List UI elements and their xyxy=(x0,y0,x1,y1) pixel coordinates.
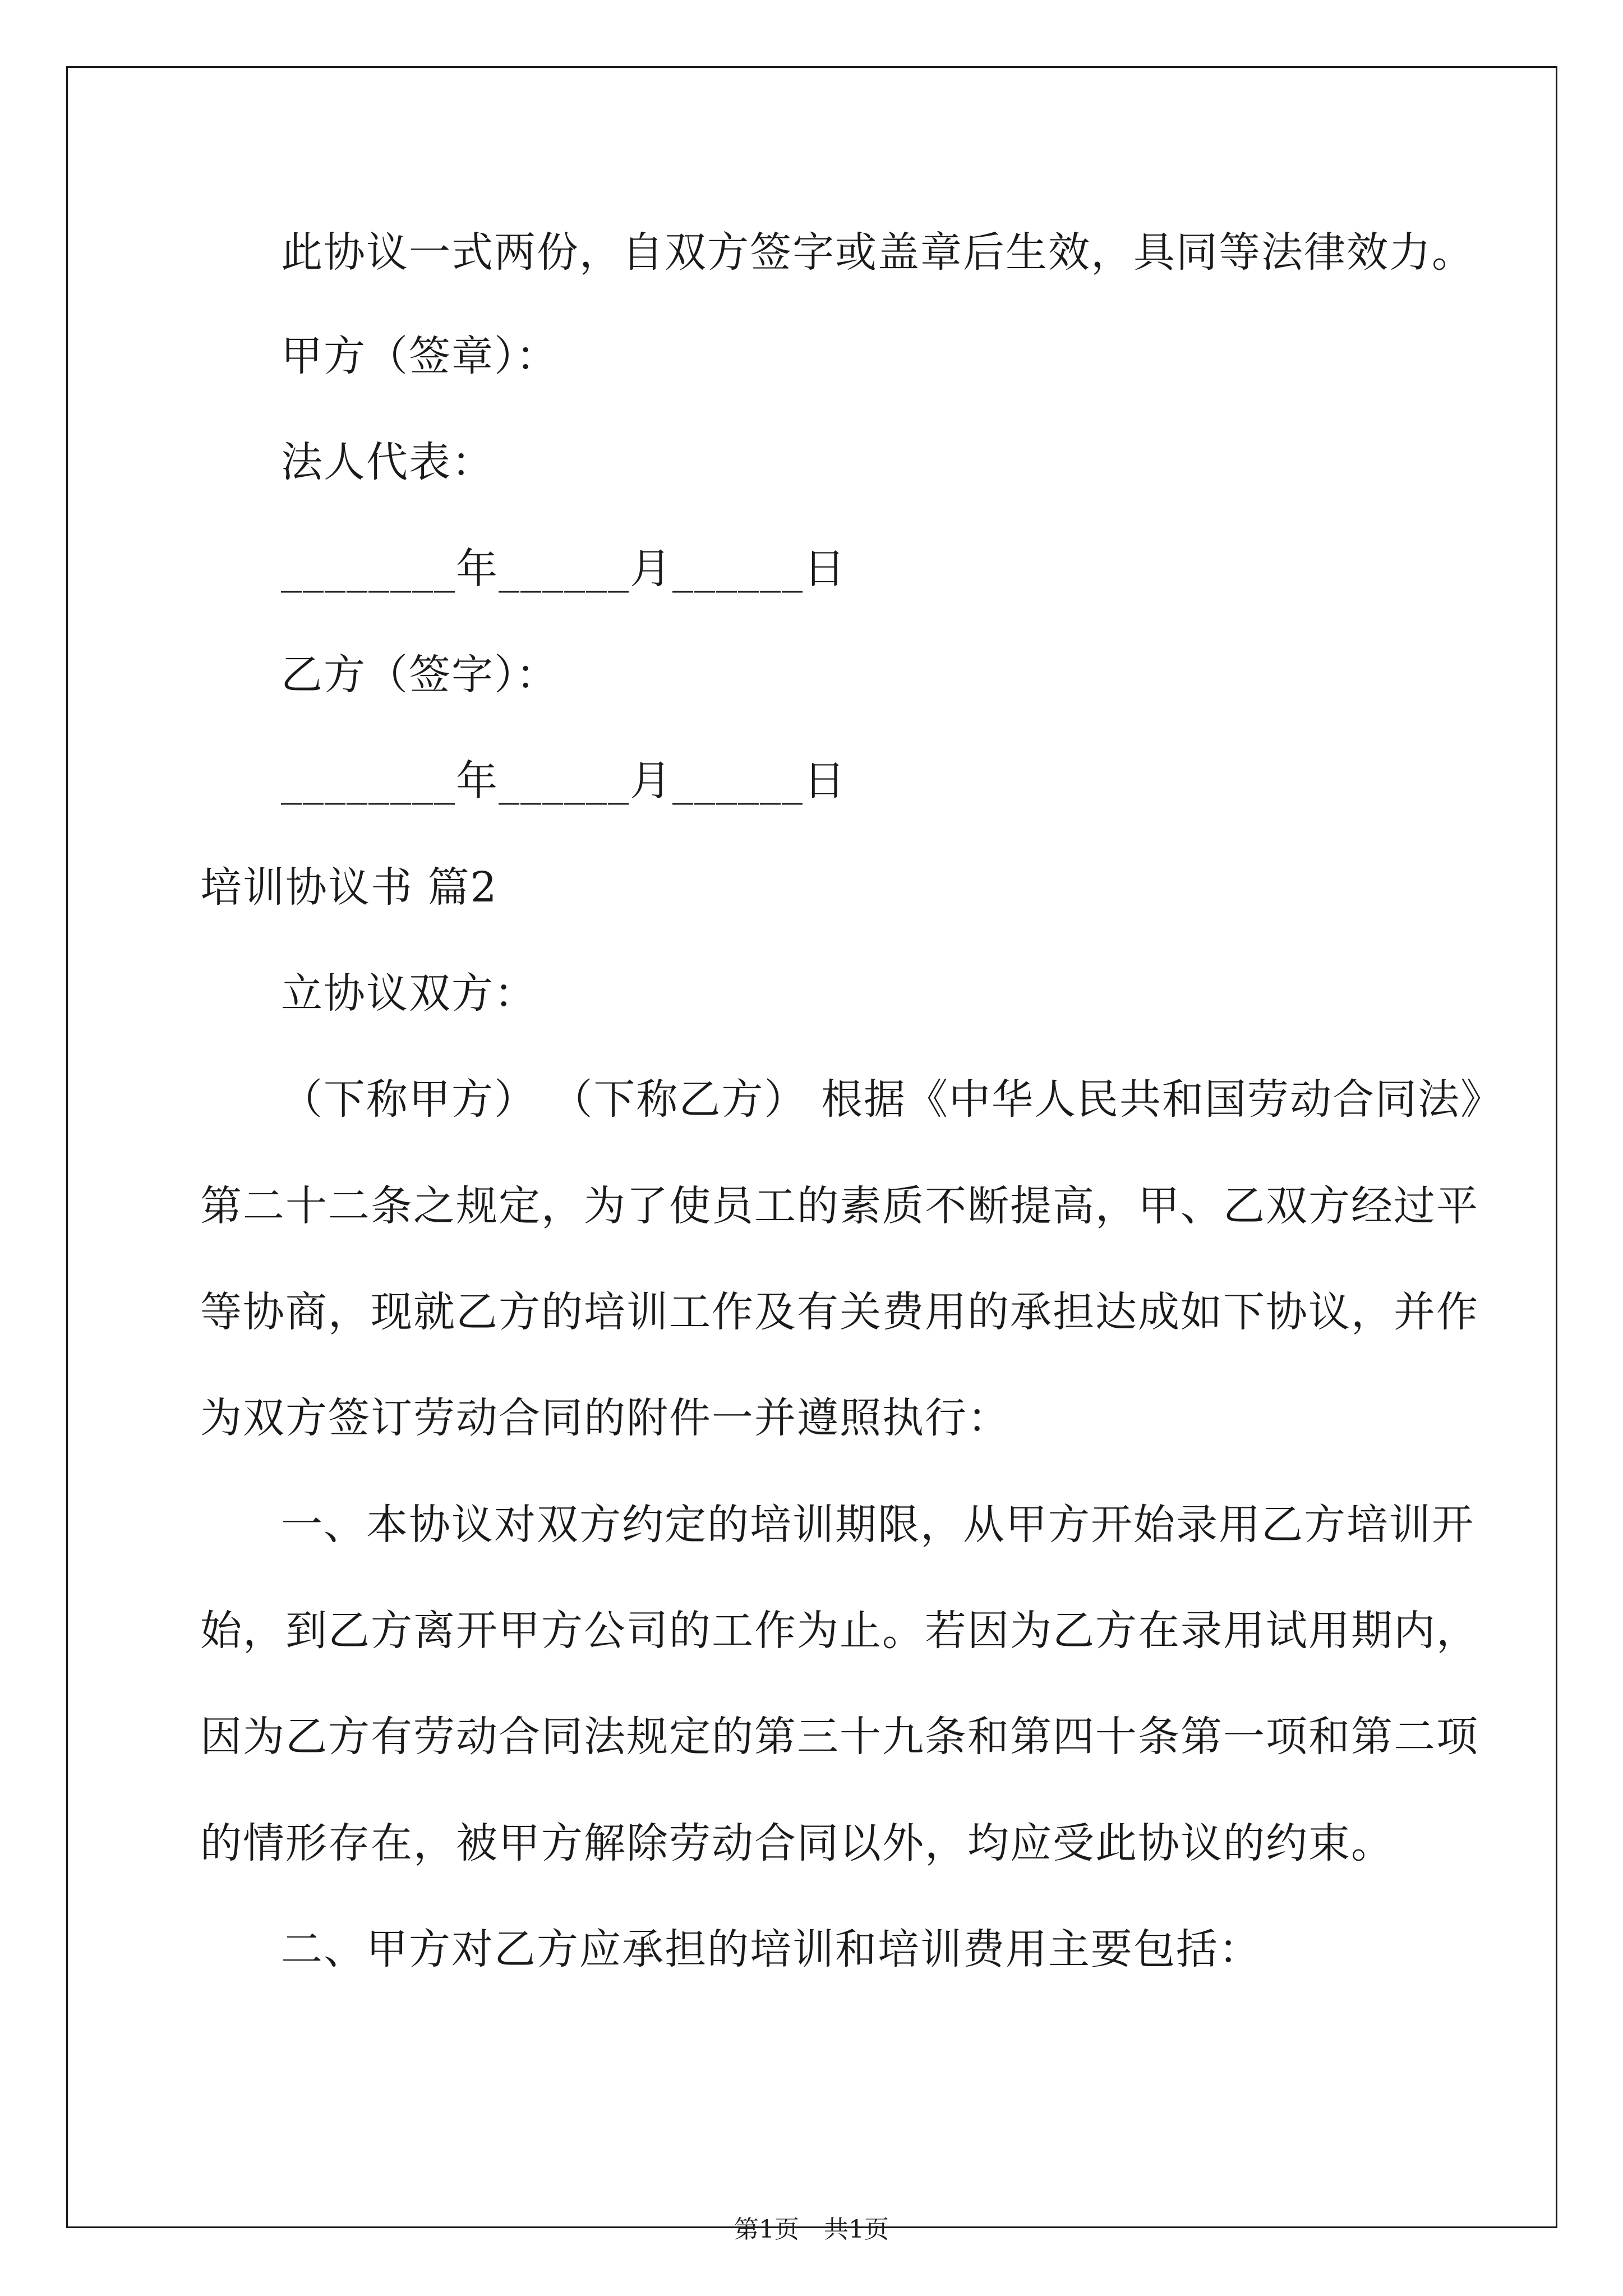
clause-one-line-1: 一、本协议对双方约定的培训期限，从甲方开始录用乙方培训开 xyxy=(281,1501,1474,1549)
clause-two-line-1: 二、甲方对乙方应承担的培训和培训费用主要包括： xyxy=(281,1925,1261,1973)
party-b-signature-label: 乙方（签字）： xyxy=(281,651,559,699)
party-a-signature-label: 甲方（签章）： xyxy=(281,332,559,380)
legal-representative-label: 法人代表： xyxy=(281,438,494,486)
parties-label: 立协议双方： xyxy=(281,969,537,1018)
section-heading: 培训协议书 篇2 xyxy=(200,863,498,912)
paragraph-effectiveness: 此协议一式两份，自双方签字或盖章后生效，具同等法律效力。 xyxy=(281,228,1474,277)
page-border xyxy=(66,66,1557,2228)
party-a-date-line: ________年______月______日 xyxy=(281,545,846,593)
party-b-date-line: ________年______月______日 xyxy=(281,757,846,805)
clause-one-line-2: 始，到乙方离开甲方公司的工作为止。若因为乙方在录用试用期内， xyxy=(200,1607,1479,1655)
paragraph-intro-line-1: （下称甲方） （下称乙方） 根据《中华人民共和国劳动合同法》 xyxy=(281,1075,1504,1124)
paragraph-intro-line-4: 为双方签订劳动合同的附件一并遵照执行： xyxy=(200,1394,1010,1442)
page-number-footer: 第1页 共1页 xyxy=(734,2215,889,2244)
clause-one-line-3: 因为乙方有劳动合同法规定的第三十九条和第四十条第一项和第二项 xyxy=(200,1713,1479,1761)
paragraph-intro-line-3: 等协商，现就乙方的培训工作及有关费用的承担达成如下协议，并作 xyxy=(200,1288,1479,1336)
clause-one-line-4: 的情形存在，被甲方解除劳动合同以外，均应受此协议的约束。 xyxy=(200,1819,1394,1867)
paragraph-intro-line-2: 第二十二条之规定，为了使员工的素质不断提高，甲、乙双方经过平 xyxy=(200,1182,1479,1230)
